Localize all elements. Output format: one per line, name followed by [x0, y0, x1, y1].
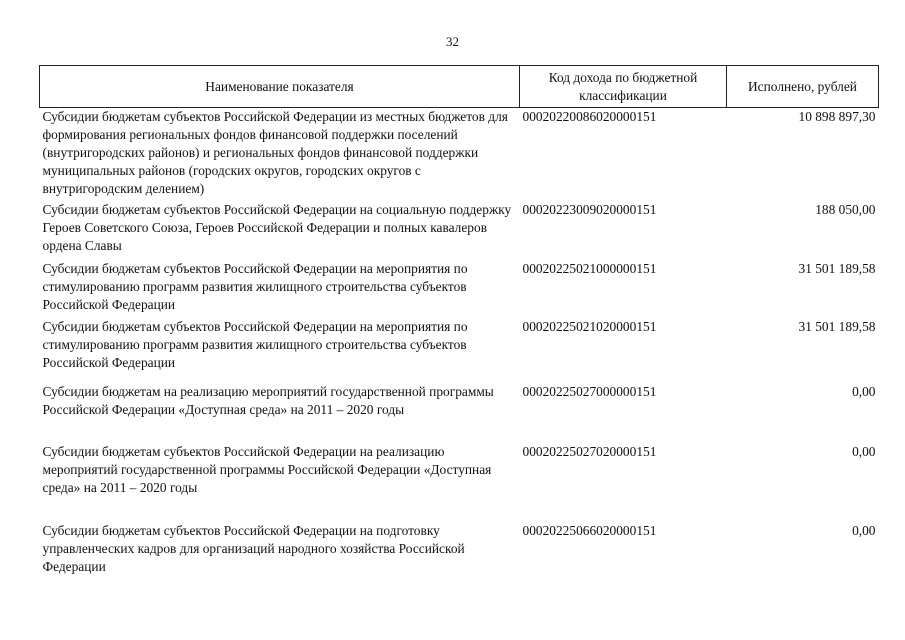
table-row [40, 522, 879, 580]
executed-amount-cell: 31 501 189,58 [798, 260, 876, 276]
income-code-cell: 00020225021020000151 [522, 318, 657, 334]
executed-amount-cell: 0,00 [852, 383, 876, 399]
indicator-name-cell: Субсидии бюджетам субъектов Российской Федерации из местных бюджетов для формирования региональных фондов финансовой поддержки поселений (внутригородских районов) и региональных фондов финансовой поддержки муниципальных районов (городских округов, городских округов с внутригородским делением) [42, 109, 508, 196]
table-row [40, 318, 879, 383]
indicator-name-cell: Субсидии бюджетам субъектов Российской Федерации на социальную поддержку Героев Советского Союза, Героев Российской Федерации и полных кавалеров ордена Славы [42, 201, 512, 253]
header-income-code: Код дохода по бюджетной классификации [520, 66, 727, 108]
income-code-cell: 00020225021000000151 [522, 260, 657, 276]
executed-amount-cell: 0,00 [852, 522, 876, 538]
table-row [40, 108, 879, 201]
table-row [40, 260, 879, 318]
table-header-row [40, 66, 879, 108]
page-number: 32 [446, 34, 459, 49]
table-row [40, 383, 879, 443]
executed-amount-cell: 10 898 897,30 [798, 109, 876, 124]
executed-amount-cell: 188 050,00 [815, 201, 876, 217]
table-row [40, 443, 879, 522]
indicator-name-cell: Субсидии бюджетам субъектов Российской Федерации на мероприятия по стимулированию программ развития жилищного строительства субъектов Российской Федерации [42, 318, 468, 370]
income-code-cell: 00020225027020000151 [522, 443, 657, 459]
income-code-cell: 00020225066020000151 [522, 522, 657, 538]
table-row [40, 201, 879, 260]
indicator-name-cell: Субсидии бюджетам субъектов Российской Федерации на мероприятия по стимулированию программ развития жилищного строительства субъектов Российской Федерации [42, 260, 468, 312]
income-code-cell: 00020220086020000151 [522, 109, 657, 124]
header-indicator-name: Наименование показателя [40, 66, 520, 108]
income-code-cell: 00020223009020000151 [522, 201, 657, 217]
executed-amount-cell: 31 501 189,58 [798, 318, 876, 334]
indicator-name-cell: Субсидии бюджетам субъектов Российской Федерации на подготовку управленческих кадров для организаций народного хозяйства Российской Федерации [42, 522, 465, 574]
executed-amount-cell: 0,00 [852, 443, 876, 459]
income-code-cell: 00020225027000000151 [522, 383, 657, 399]
indicator-name-cell: Субсидии бюджетам на реализацию мероприятий государственной программы Российской Федерации «Доступная среда» на 2011 – 2020 годы [42, 383, 494, 417]
indicator-name-cell: Субсидии бюджетам субъектов Российской Федерации на реализацию мероприятий государственной программы Российской Федерации «Доступная среда» на 2011 – 2020 годы [42, 443, 492, 495]
budget-income-table [39, 65, 879, 580]
header-executed-amount: Исполнено, рублей [727, 66, 879, 108]
